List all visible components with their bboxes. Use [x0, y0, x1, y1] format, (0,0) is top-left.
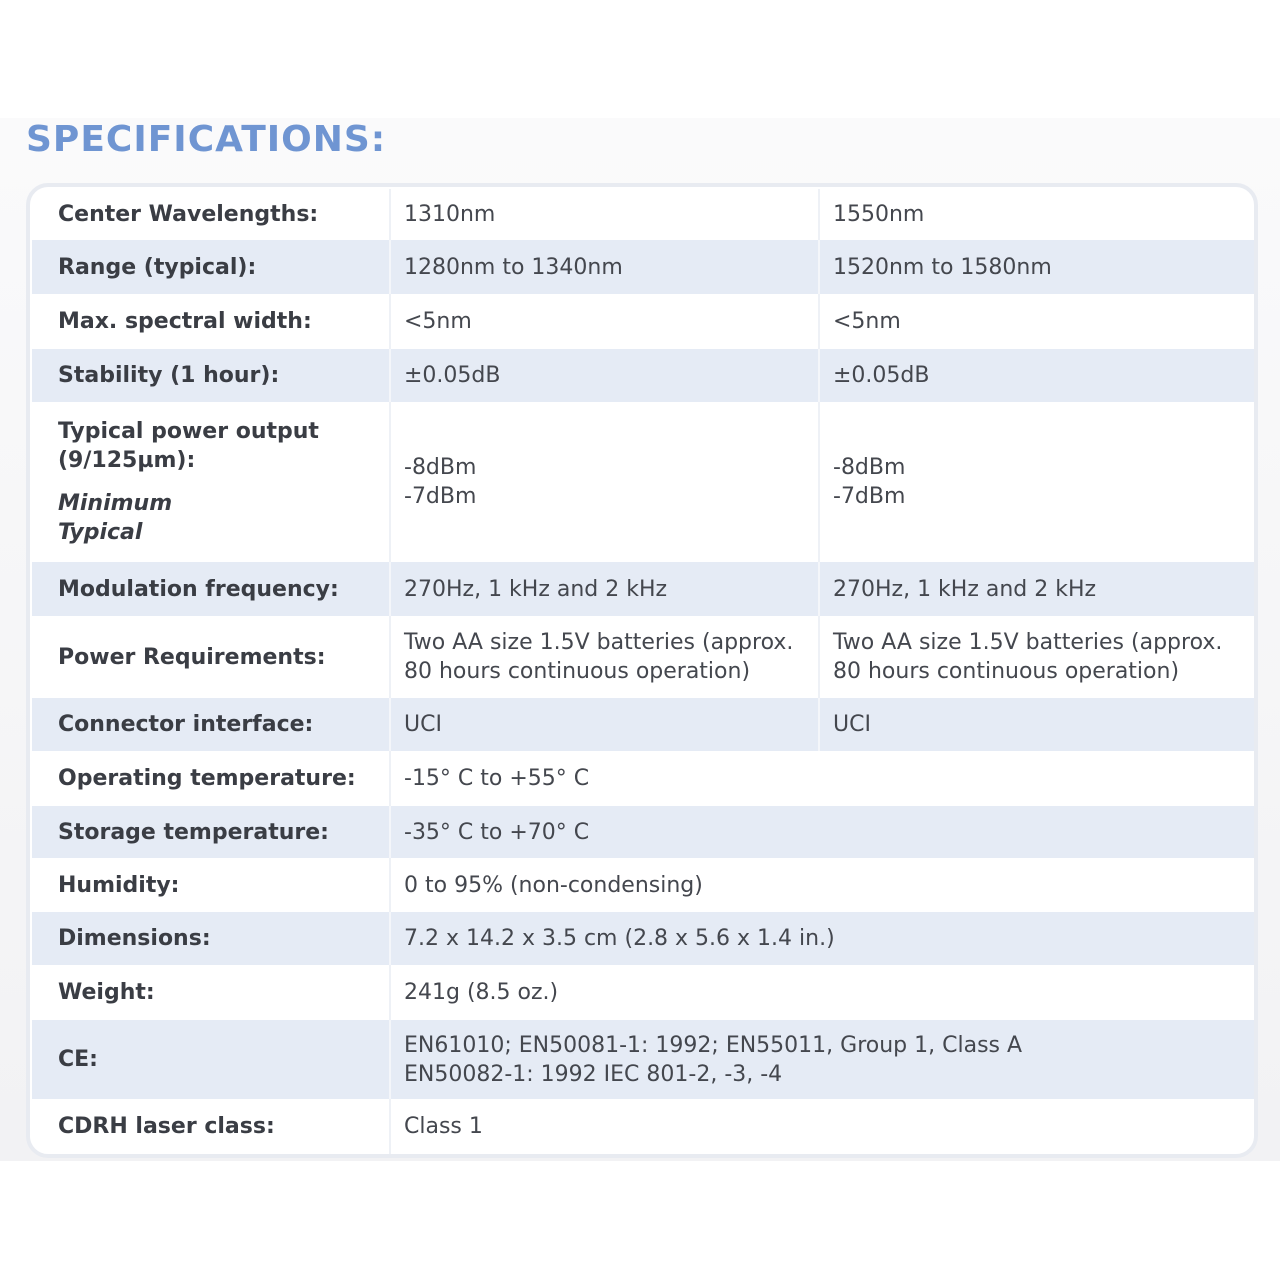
row-label: Range (typical):: [32, 240, 391, 294]
row-label: Connector interface:: [32, 698, 391, 751]
row-label: CDRH laser class:: [32, 1099, 391, 1154]
value-1310: ±0.05dB: [404, 363, 501, 388]
table-row-stability: [32, 349, 1254, 402]
sublabel-typical: Typical: [58, 520, 143, 545]
row-label-line: Typical power output: [58, 419, 319, 444]
value-1310: 270Hz, 1 kHz and 2 kHz: [404, 576, 668, 602]
row-label-line: (9/125µm):: [58, 448, 196, 473]
value-line: 80 hours continuous operation): [404, 659, 751, 684]
table-row-dimensions: [32, 912, 1254, 965]
table-row-spectral-width: [32, 294, 1254, 349]
value-typical: -7dBm: [404, 484, 477, 509]
row-label: Modulation frequency:: [32, 562, 391, 616]
table-row-power-requirements: [32, 616, 1254, 698]
value-line: Two AA size 1.5V batteries (approx.: [404, 630, 794, 655]
value-line: EN50082-1: 1992 IEC 801-2, -3, -4: [404, 1061, 783, 1087]
row-label: Weight:: [32, 965, 391, 1020]
row-label: Humidity:: [32, 858, 391, 912]
table-row-operating-temperature: [32, 751, 1254, 806]
table-row-humidity: [32, 858, 1254, 912]
value-1550: 1550nm: [818, 189, 1254, 240]
row-label: Stability (1 hour):: [32, 349, 391, 402]
row-value: -35° C to +70° C: [404, 819, 590, 845]
spec-table: [26, 183, 1258, 1158]
table-row-cdrh: [32, 1099, 1254, 1154]
table-row-weight: [32, 965, 1254, 1020]
value-1310: 1280nm to 1340nm: [404, 254, 623, 280]
value-1310: 1310nm: [404, 202, 496, 227]
table-row-modulation: [32, 562, 1254, 616]
table-row-connector: [32, 698, 1254, 751]
value-1310: <5nm: [404, 309, 472, 334]
value-1550: 1520nm to 1580nm: [818, 240, 1254, 294]
value-1550: [818, 402, 1254, 562]
row-label: [32, 402, 391, 562]
value-line: 80 hours continuous operation): [833, 659, 1180, 684]
row-value: 7.2 x 14.2 x 3.5 cm (2.8 x 5.6 x 1.4 in.): [404, 926, 835, 951]
table-row-storage-temperature: [32, 806, 1254, 858]
table-row-ce: [32, 1020, 1254, 1099]
value-1550: UCI: [818, 698, 1254, 751]
value-1310: UCI: [404, 712, 442, 737]
table-row-power-output: [32, 402, 1254, 562]
value-1550: <5nm: [818, 294, 1254, 349]
table-row-range: [32, 240, 1254, 294]
row-value: 0 to 95% (non-condensing): [404, 872, 703, 898]
value-typical: -7dBm: [833, 484, 906, 509]
row-label: Dimensions:: [32, 912, 391, 965]
value-1550: [818, 616, 1254, 698]
row-label: Max. spectral width:: [32, 294, 391, 349]
value-1310: [391, 402, 818, 562]
sublabel-minimum: Minimum: [58, 491, 173, 516]
value-1550: 270Hz, 1 kHz and 2 kHz: [818, 562, 1254, 616]
value-line: EN61010; EN50081-1: 1992; EN55011, Group 1, Class A: [404, 1032, 1023, 1058]
row-value: -15° C to +55° C: [404, 766, 590, 791]
row-label: Storage temperature:: [32, 806, 391, 858]
value-line: Two AA size 1.5V batteries (approx.: [833, 630, 1223, 655]
value-1550: ±0.05dB: [818, 349, 1254, 402]
row-value: Class 1: [404, 1114, 483, 1139]
row-label: Center Wavelengths:: [32, 189, 391, 240]
row-label: Power Requirements:: [32, 616, 391, 698]
row-label: CE:: [32, 1020, 391, 1099]
row-label: Operating temperature:: [32, 751, 391, 806]
row-value: 241g (8.5 oz.): [404, 980, 559, 1005]
table-row-center-wavelengths: [32, 189, 1254, 240]
value-1310: [391, 616, 818, 698]
value-minimum: -8dBm: [833, 455, 906, 480]
value-minimum: -8dBm: [404, 455, 477, 480]
page-title: SPECIFICATIONS:: [26, 119, 387, 160]
row-value: [391, 1020, 1254, 1099]
